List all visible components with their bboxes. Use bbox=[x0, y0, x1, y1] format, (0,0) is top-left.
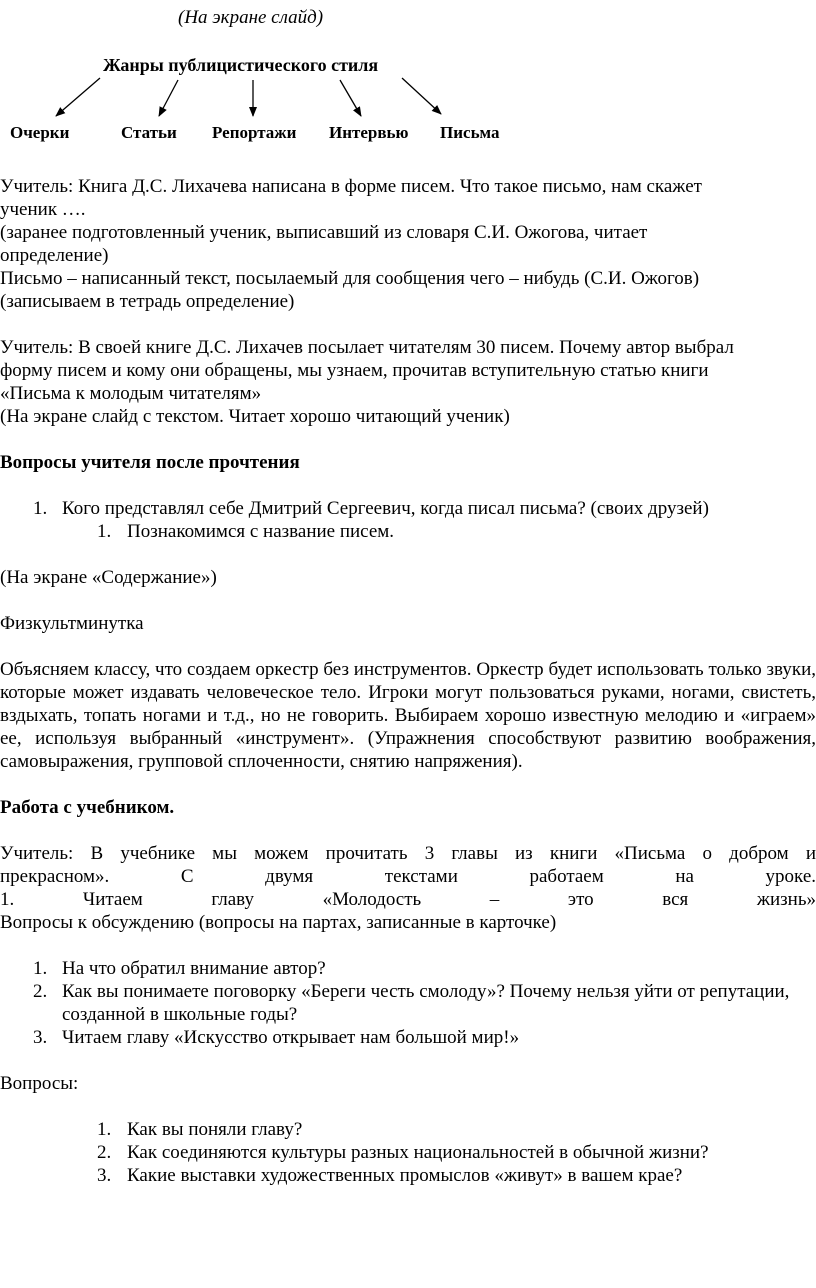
list-number: 1. bbox=[97, 521, 112, 542]
line: Физкультминутка bbox=[0, 613, 144, 634]
line: Учитель: В учебнике мы можем прочитать 3 главы из книги «Письма о добром и bbox=[0, 843, 816, 864]
list-text: Читаем главу «Искусство открывает нам большой мир!» bbox=[62, 1027, 520, 1048]
line: прекрасном». С двумя текстами работаем на уроке. bbox=[0, 866, 816, 887]
arrow-1 bbox=[56, 78, 100, 116]
line: ученик …. bbox=[0, 199, 86, 220]
list-number: 3. bbox=[33, 1027, 48, 1048]
arrow-4 bbox=[340, 80, 361, 116]
list-text: Познакомимся с название писем. bbox=[127, 521, 395, 542]
list-text: Кого представлял себе Дмитрий Сергеевич, когда писал письма? (своих друзей) bbox=[62, 498, 709, 519]
list-text: Как вы поняли главу? bbox=[127, 1119, 303, 1140]
list-item bbox=[0, 980, 816, 1026]
line: форму писем и кому они обращены, мы узнаем, прочитав вступительную статью книги bbox=[0, 360, 709, 381]
line: Вопросы к обсуждению (вопросы на партах, записанные в карточке) bbox=[0, 912, 557, 933]
line: (На экране «Содержание») bbox=[0, 567, 217, 588]
list-text: Какие выставки художественных промыслов «живут» в вашем крае? bbox=[127, 1165, 683, 1186]
line: «Письма к молодым читателям» bbox=[0, 383, 262, 404]
node-intervyu: Интервью bbox=[329, 123, 409, 142]
line: (записываем в тетрадь определение) bbox=[0, 291, 295, 312]
list-number: 2. bbox=[33, 981, 48, 1002]
list-text: Как соединяются культуры разных национальностей в обычной жизни? bbox=[127, 1142, 709, 1163]
arrow-2 bbox=[159, 80, 178, 116]
list-number: 1. bbox=[33, 498, 48, 519]
node-reportazhi: Репортажи bbox=[212, 123, 297, 142]
list-item bbox=[0, 497, 816, 520]
node-pisma: Письма bbox=[440, 123, 500, 142]
line: Учитель: Книга Д.С. Лихачева написана в форме писем. Что такое письмо, нам скажет bbox=[0, 176, 702, 197]
list-item bbox=[0, 1141, 816, 1164]
section-heading: Работа с учебником. bbox=[0, 797, 175, 818]
arrow-5 bbox=[402, 78, 441, 114]
node-ocherki: Очерки bbox=[10, 123, 70, 142]
list-number: 1. bbox=[97, 1119, 112, 1140]
document-body bbox=[0, 175, 816, 1187]
list-item bbox=[0, 520, 816, 543]
list-number: 3. bbox=[97, 1165, 112, 1186]
line: Учитель: В своей книге Д.С. Лихачев посылает читателям 30 писем. Почему автор выбрал bbox=[0, 337, 734, 358]
list-item bbox=[0, 957, 816, 980]
line: Вопросы: bbox=[0, 1073, 79, 1094]
list-item bbox=[0, 1026, 816, 1049]
list-text: На что обратил внимание автор? bbox=[62, 958, 326, 979]
section-heading: Вопросы учителя после прочтения bbox=[0, 452, 300, 473]
paragraph: Объясняем классу, что создаем оркестр без инструментов. Оркестр будет использовать только звуки, которые может издавать человеческое тело. Игроки могут пользоваться руками, ногами, свистеть, вздыхать, топать ногами и т.д., но не говорить. Выбираем хорошо известную мелодию и «играем» ее, используя выбранный «инструмент». (Упражнения способствуют развитию воображения, самовыражения, групповой сплоченности, снятию напряжения). bbox=[0, 659, 816, 772]
diagram-caption: (На экране слайд) bbox=[178, 7, 324, 28]
genre-diagram bbox=[0, 0, 816, 150]
line: Письмо – написанный текст, посылаемый для сообщения чего – нибудь (С.И. Ожогов) bbox=[0, 268, 700, 289]
node-stati: Статьи bbox=[121, 123, 177, 142]
list-number: 1. bbox=[33, 958, 48, 979]
list-text: Как вы понимаете поговорку «Береги честь смолоду»? Почему нельзя уйти от репутации, созданной в школьные годы? bbox=[62, 981, 790, 1025]
list-number: 2. bbox=[97, 1142, 112, 1163]
diagram-root: Жанры публицистического стиля bbox=[103, 55, 379, 75]
list-item bbox=[0, 1118, 816, 1141]
line: (На экране слайд с текстом. Читает хорошо читающий ученик) bbox=[0, 406, 510, 427]
line: определение) bbox=[0, 245, 109, 266]
list-item bbox=[0, 1164, 816, 1187]
line: (заранее подготовленный ученик, выписавший из словаря С.И. Ожогова, читает bbox=[0, 222, 648, 243]
line: 1. Читаем главу «Молодость – это вся жизнь» bbox=[0, 889, 816, 910]
